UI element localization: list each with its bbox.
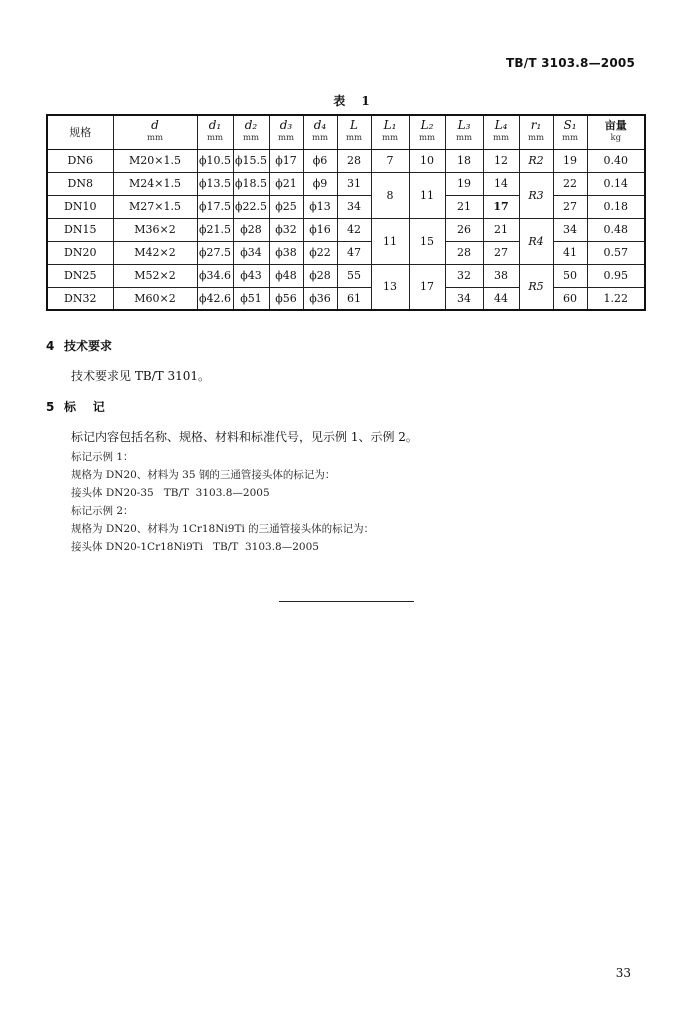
cell-S1: 60 <box>553 287 587 310</box>
header-cell: L mm <box>337 115 371 149</box>
cell-d3: ϕ21 <box>269 172 303 195</box>
cell-L4: 17 <box>483 195 519 218</box>
section-4-text: 技术要求见 TB/T 3101。 <box>71 369 211 383</box>
cell-d1: ϕ34.6 <box>197 264 233 287</box>
cell-d: M20×1.5 <box>113 149 197 172</box>
cell-L2: 11 <box>409 172 445 218</box>
cell-spec: DN25 <box>47 264 113 287</box>
cell-L1: 7 <box>371 149 409 172</box>
cell-d1: ϕ17.5 <box>197 195 233 218</box>
table-row <box>47 264 645 287</box>
cell-d1: ϕ13.5 <box>197 172 233 195</box>
example-2-label: 标记示例 2： <box>71 505 134 517</box>
cell-d: M60×2 <box>113 287 197 310</box>
section-5-intro: 标记内容包括名称、规格、材料和标准代号，见示例 1、示例 2。 <box>71 430 418 444</box>
cell-d3: ϕ48 <box>269 264 303 287</box>
cell-L1: 13 <box>371 264 409 310</box>
dimension-table <box>46 114 646 311</box>
cell-L: 28 <box>337 149 371 172</box>
cell-L4: 44 <box>483 287 519 310</box>
header-cell: d₄ mm <box>303 115 337 149</box>
cell-L: 47 <box>337 241 371 264</box>
cell-L: 31 <box>337 172 371 195</box>
cell-d3: ϕ25 <box>269 195 303 218</box>
table-row <box>47 149 645 172</box>
table-row <box>47 241 645 264</box>
cell-mass: 0.48 <box>587 218 645 241</box>
cell-L3: 18 <box>445 149 483 172</box>
page-number: 33 <box>615 966 631 980</box>
cell-S1: 34 <box>553 218 587 241</box>
header-cell: r₁ mm <box>519 115 553 149</box>
cell-d4: ϕ16 <box>303 218 337 241</box>
cell-L: 61 <box>337 287 371 310</box>
cell-spec: DN20 <box>47 241 113 264</box>
example-1-label: 标记示例 1： <box>71 451 134 463</box>
table-row <box>47 287 645 310</box>
cell-d2: ϕ51 <box>233 287 269 310</box>
section-5-heading: 5 标 记 <box>46 400 105 414</box>
example-2-description: 规格为 DN20、材料为 1Cr18Ni9Ti 的三通管接头体的标记为： <box>71 523 375 535</box>
cell-S1: 50 <box>553 264 587 287</box>
cell-L: 55 <box>337 264 371 287</box>
cell-d4: ϕ28 <box>303 264 337 287</box>
cell-mass: 0.14 <box>587 172 645 195</box>
cell-d3: ϕ32 <box>269 218 303 241</box>
cell-r1: R4 <box>519 218 553 264</box>
section-4-heading: 4 技术要求 <box>46 339 113 353</box>
cell-S1: 27 <box>553 195 587 218</box>
cell-L3: 19 <box>445 172 483 195</box>
cell-L3: 21 <box>445 195 483 218</box>
table-row <box>47 172 645 195</box>
header-cell: d₂ mm <box>233 115 269 149</box>
example-2-marking: 接头体 DN20-1Cr18Ni9Ti TB/T 3103.8—2005 <box>71 541 319 553</box>
cell-L3: 32 <box>445 264 483 287</box>
table-title: 表 1 <box>333 94 376 108</box>
cell-d2: ϕ43 <box>233 264 269 287</box>
cell-d2: ϕ15.5 <box>233 149 269 172</box>
cell-L2: 15 <box>409 218 445 264</box>
cell-r1: R2 <box>519 149 553 172</box>
header-cell: 亩量 kg <box>587 115 645 149</box>
cell-d4: ϕ9 <box>303 172 337 195</box>
header-cell: 规格 <box>47 115 113 149</box>
cell-spec: DN15 <box>47 218 113 241</box>
header-cell: L₁ mm <box>371 115 409 149</box>
cell-d: M27×1.5 <box>113 195 197 218</box>
cell-d3: ϕ56 <box>269 287 303 310</box>
end-rule <box>279 601 414 602</box>
cell-mass: 0.95 <box>587 264 645 287</box>
cell-d2: ϕ22.5 <box>233 195 269 218</box>
cell-L4: 14 <box>483 172 519 195</box>
cell-spec: DN8 <box>47 172 113 195</box>
cell-d3: ϕ38 <box>269 241 303 264</box>
header-cell: L₄ mm <box>483 115 519 149</box>
cell-L1: 8 <box>371 172 409 218</box>
cell-d2: ϕ18.5 <box>233 172 269 195</box>
cell-L4: 27 <box>483 241 519 264</box>
cell-S1: 41 <box>553 241 587 264</box>
header-cell: d₃ mm <box>269 115 303 149</box>
cell-L4: 38 <box>483 264 519 287</box>
cell-d1: ϕ42.6 <box>197 287 233 310</box>
header-cell: L₂ mm <box>409 115 445 149</box>
cell-mass: 0.40 <box>587 149 645 172</box>
cell-L4: 21 <box>483 218 519 241</box>
header-cell: d mm <box>113 115 197 149</box>
cell-d4: ϕ6 <box>303 149 337 172</box>
cell-d: M24×1.5 <box>113 172 197 195</box>
cell-d2: ϕ28 <box>233 218 269 241</box>
cell-L2: 17 <box>409 264 445 310</box>
cell-L: 42 <box>337 218 371 241</box>
cell-d1: ϕ21.5 <box>197 218 233 241</box>
cell-L3: 34 <box>445 287 483 310</box>
cell-d: M42×2 <box>113 241 197 264</box>
cell-spec: DN10 <box>47 195 113 218</box>
cell-d1: ϕ10.5 <box>197 149 233 172</box>
cell-L4: 12 <box>483 149 519 172</box>
cell-S1: 19 <box>553 149 587 172</box>
example-1-marking: 接头体 DN20-35 TB/T 3103.8—2005 <box>71 487 270 499</box>
cell-d1: ϕ27.5 <box>197 241 233 264</box>
cell-mass: 1.22 <box>587 287 645 310</box>
cell-L1: 11 <box>371 218 409 264</box>
standard-code-header: TB/T 3103.8—2005 <box>506 56 635 70</box>
cell-d4: ϕ22 <box>303 241 337 264</box>
header-cell: S₁ mm <box>553 115 587 149</box>
cell-d4: ϕ13 <box>303 195 337 218</box>
cell-mass: 0.18 <box>587 195 645 218</box>
cell-r1: R5 <box>519 264 553 310</box>
cell-L: 34 <box>337 195 371 218</box>
table-row <box>47 218 645 241</box>
cell-S1: 22 <box>553 172 587 195</box>
header-cell: L₃ mm <box>445 115 483 149</box>
cell-L3: 26 <box>445 218 483 241</box>
cell-mass: 0.57 <box>587 241 645 264</box>
cell-d: M36×2 <box>113 218 197 241</box>
cell-spec: DN32 <box>47 287 113 310</box>
cell-spec: DN6 <box>47 149 113 172</box>
cell-d3: ϕ17 <box>269 149 303 172</box>
example-1-description: 规格为 DN20、材料为 35 钢的三通管接头体的标记为： <box>71 469 336 481</box>
cell-d4: ϕ36 <box>303 287 337 310</box>
cell-L3: 28 <box>445 241 483 264</box>
cell-d2: ϕ34 <box>233 241 269 264</box>
table-row <box>47 195 645 218</box>
cell-d: M52×2 <box>113 264 197 287</box>
cell-L2: 10 <box>409 149 445 172</box>
table-header-row <box>47 115 645 149</box>
cell-r1: R3 <box>519 172 553 218</box>
header-cell: d₁ mm <box>197 115 233 149</box>
